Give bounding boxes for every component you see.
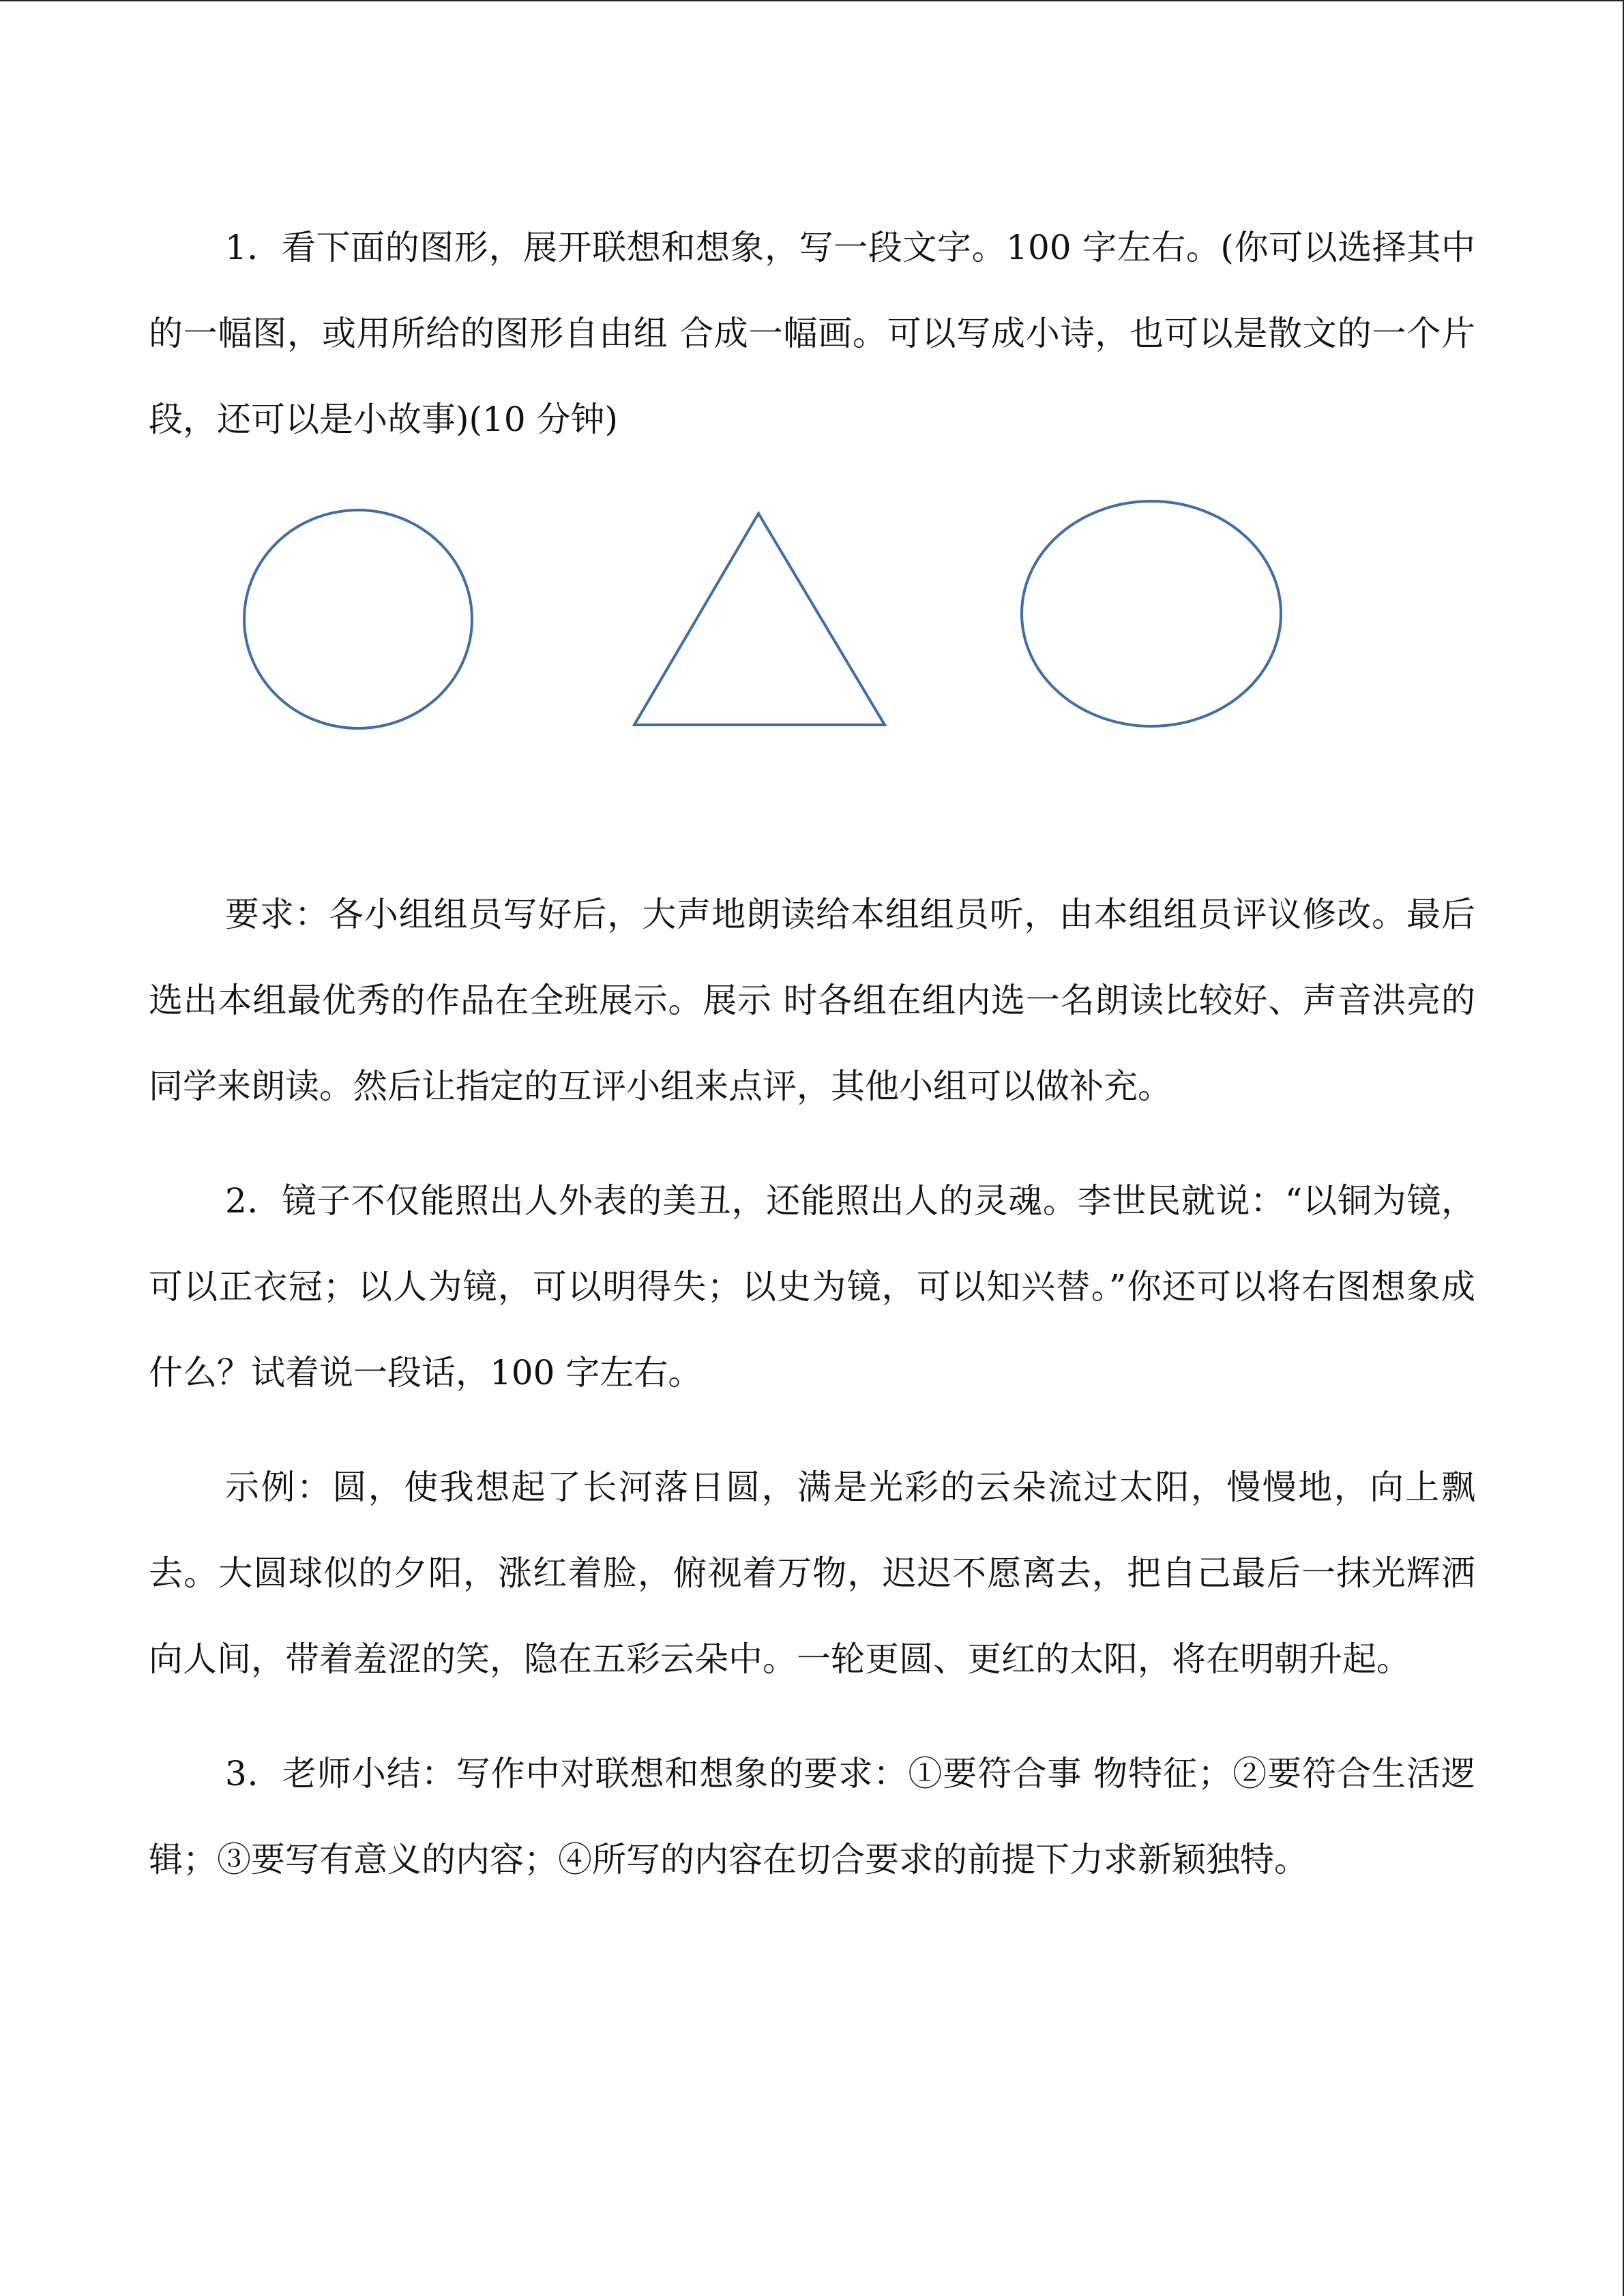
- oval-shape: [1022, 501, 1281, 726]
- document-body: [149, 205, 1475, 1903]
- shapes-svg: [0, 483, 1624, 865]
- question-1: 1．看下面的图形，展开联想和想象，写一段文字。100 字左右。(你可以选择其中的一幅图，或用所给的图形自由组 合成一幅画。可以写成小诗，也可以是散文的一个片段，还可以是小故事)(10 分钟): [149, 228, 1475, 439]
- circle-shape: [244, 510, 472, 728]
- example-paragraph: 示例：圆，使我想起了长河落日圆，满是光彩的云朵流过太阳，慢慢地，向上飘去。大圆球似的夕阳，涨红着脸，俯视着万物，迟迟不愿离去，把自己最后一抹光辉洒向人间，带着羞涩的笑，隐在五彩云朵中。一轮更圆、更红的太阳，将在明朝升起。: [149, 1467, 1475, 1679]
- triangle-shape: [634, 513, 885, 725]
- shapes-figure: [149, 483, 1475, 865]
- question-2: 2．镜子不仅能照出人外表的美丑，还能照出人的灵魂。李世民就说：“以铜为镜，可以正衣冠；以人为镜，可以明得失；以史为镜，可以知兴替。”你还可以将右图想象成什么？试着说一段话，100 字左右。: [149, 1181, 1475, 1392]
- requirement-paragraph: 要求：各小组组员写好后，大声地朗读给本组组员听，由本组组员评议修改。最后选出本组最优秀的作品在全班展示。展示 时各组在组内选一名朗读比较好、声音洪亮的同学来朗读。然后让指定的互评小组来点评，其他小组可以做补充。: [149, 895, 1475, 1106]
- question-3: 3．老师小结：写作中对联想和想象的要求：①要符合事 物特征；②要符合生活逻辑；③要写有意义的内容；④所写的内容在切合要求的前提下力求新颖独特。: [149, 1754, 1475, 1879]
